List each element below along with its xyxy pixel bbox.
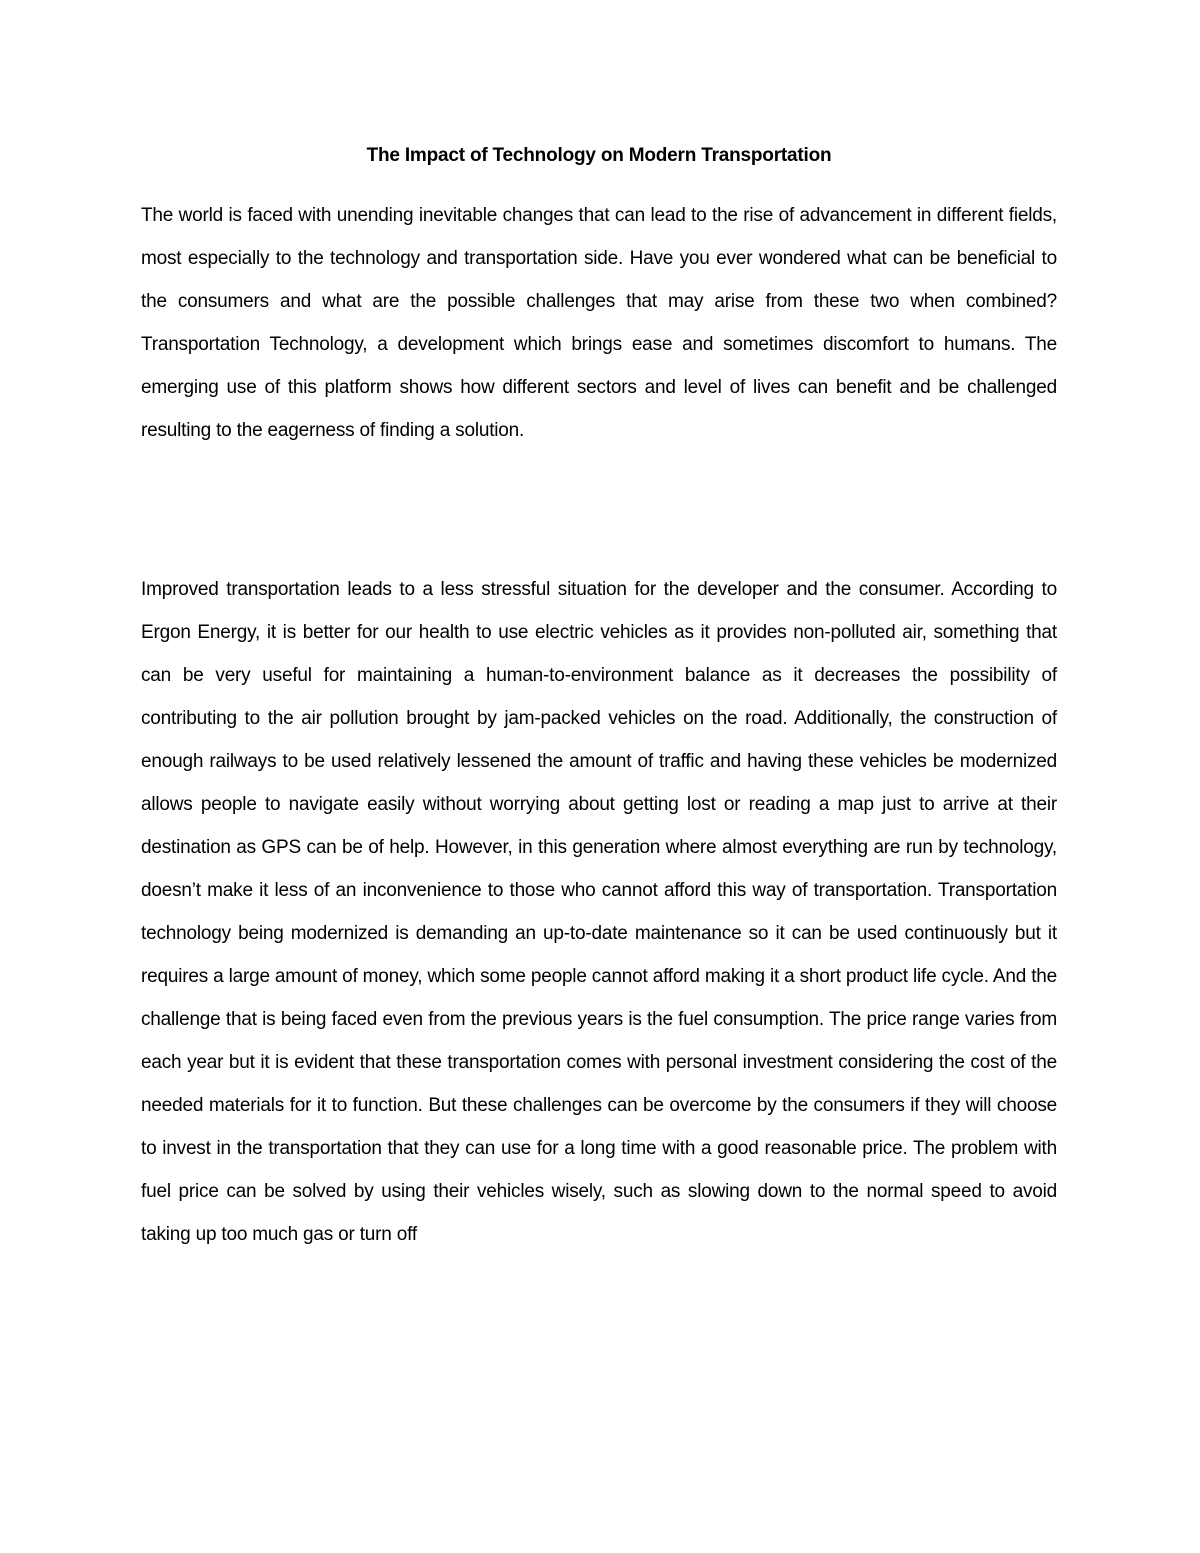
document-title: The Impact of Technology on Modern Transportation bbox=[366, 145, 832, 166]
paragraph-body: Improved transportation leads to a less stressful situation for the developer and the consumer. According to Ergon Energy, it is better for our health to use electric vehicles as it provides non-polluted air, something that can be very useful for maintaining a human-to-environment balance as it decreases the possibility of contributing to the air pollution brought by jam-packed vehicles on the road. Additionally, the construction of enough railways to be used relatively lessened the amount of traffic and having these vehicles be modernized allows people to navigate easily without worrying about getting lost or reading a map just to arrive at their destination as GPS can be of help. However, in this generation where almost everything are run by technology, doesn’t make it less of an inconvenience to those who cannot afford this way of transportation. Transportation technology being modernized is demanding an up-to-date maintenance so it can be used continuously but it requires a large amount of money, which some people cannot afford making it a short product life cycle. And the challenge that is being faced even from the previous years is the fuel consumption. The price range varies from each year but it is evident that these transportation comes with personal investment considering the cost of the needed materials for it to function. But these challenges can be overcome by the consumers if they will choose to invest in the transportation that they can use for a long time with a good reasonable price. The problem with fuel price can be solved by using their vehicles wisely, such as slowing down to the normal speed to avoid taking up too much gas or turn off bbox=[141, 579, 1058, 1245]
paragraph-intro: The world is faced with unending inevitable changes that can lead to the rise of advancement in different fields, most especially to the technology and transportation side. Have you ever wondered what can be beneficial to the consumers and what are the possible challenges that may arise from these two when combined? Transportation Technology, a development which brings ease and sometimes discomfort to humans. The emerging use of this platform shows how different sectors and level of lives can benefit and be challenged resulting to the eagerness of finding a solution. bbox=[141, 205, 1057, 441]
